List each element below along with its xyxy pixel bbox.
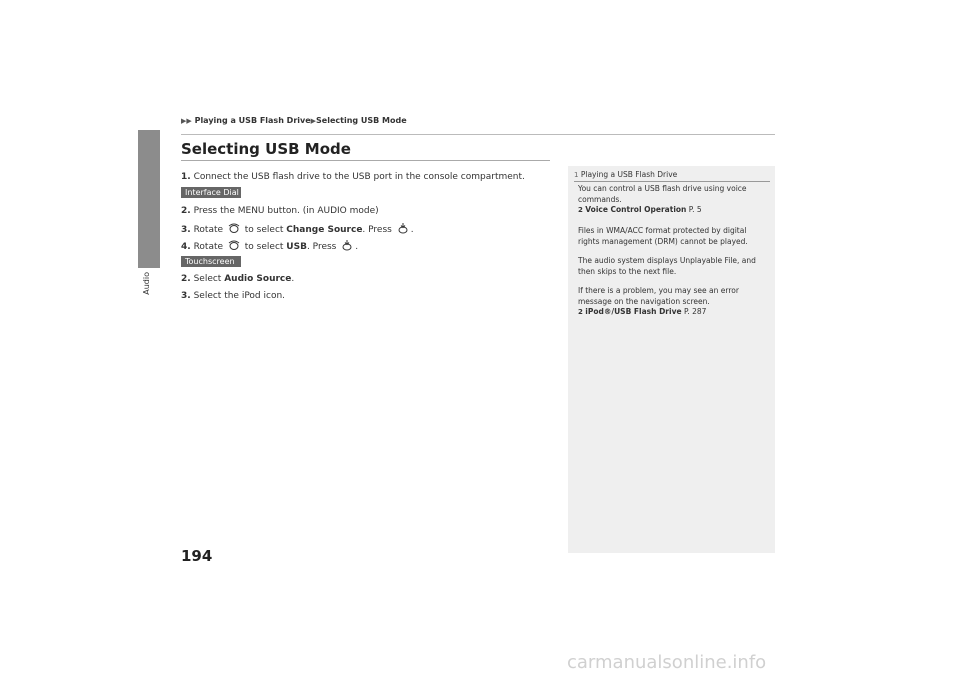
xref-icon: 2	[578, 308, 583, 316]
sidebar-note-unplayable: The audio system displays Unplayable File, and then skips to the next file.	[578, 256, 756, 276]
interface-dial-icon	[228, 240, 240, 251]
press-icon	[397, 223, 409, 234]
header-divider	[181, 134, 775, 135]
breadcrumb-item-usb-mode: Selecting USB Mode	[316, 116, 407, 125]
xref-ipod-usb[interactable]: 2 iPod®/USB Flash Drive P. 287	[578, 307, 707, 316]
page-title: Selecting USB Mode	[181, 140, 351, 158]
sidebar-note-drm: Files in WMA/ACC format protected by digital rights management (DRM) cannot be played.	[578, 226, 748, 246]
step-4: 4. Rotate to select USB. Press .	[181, 242, 359, 252]
xref-icon: 2	[578, 206, 583, 214]
interface-dial-icon	[228, 223, 240, 234]
touch-step-2: 2. Select Audio Source.	[181, 274, 295, 284]
xref-icon: 1	[574, 171, 579, 179]
sidebar-divider	[574, 181, 770, 182]
sidebar-note-error: If there is a problem, you may see an error message on the navigation screen. 2 iPod®/USB Flash Drive P. 287	[578, 286, 768, 318]
section-tab	[138, 130, 160, 268]
sidebar-heading: 1 Playing a USB Flash Drive	[574, 170, 678, 179]
breadcrumb	[181, 116, 407, 125]
interface-dial-tag: Interface Dial	[181, 187, 241, 198]
xref-voice-control[interactable]: 2 Voice Control Operation P. 5	[578, 205, 702, 214]
press-icon	[341, 240, 353, 251]
step-1: 1. Connect the USB flash drive to the USB port in the console compartment.	[181, 172, 525, 182]
step-2: 2. Press the MENU button. (in AUDIO mode)	[181, 206, 379, 216]
triangle-arrow-icon: ▶▶	[181, 117, 192, 125]
touchscreen-tag: Touchscreen	[181, 256, 241, 267]
title-divider	[181, 160, 550, 161]
section-tab-label: Audio	[142, 272, 151, 295]
notes-sidebar	[568, 166, 775, 553]
sidebar-note-voice: You can control a USB flash drive using voice commands. 2 Voice Control Operation P. 5	[578, 184, 768, 216]
watermark: carmanualsonline.info	[567, 652, 767, 673]
triangle-arrow-icon: ▶	[310, 117, 317, 125]
page-number: 194	[181, 547, 213, 565]
touch-step-3: 3. Select the iPod icon.	[181, 291, 286, 301]
step-3: 3. Rotate to select Change Source. Press .	[181, 225, 414, 235]
breadcrumb-item-usb-drive: Playing a USB Flash Drive	[194, 116, 311, 125]
